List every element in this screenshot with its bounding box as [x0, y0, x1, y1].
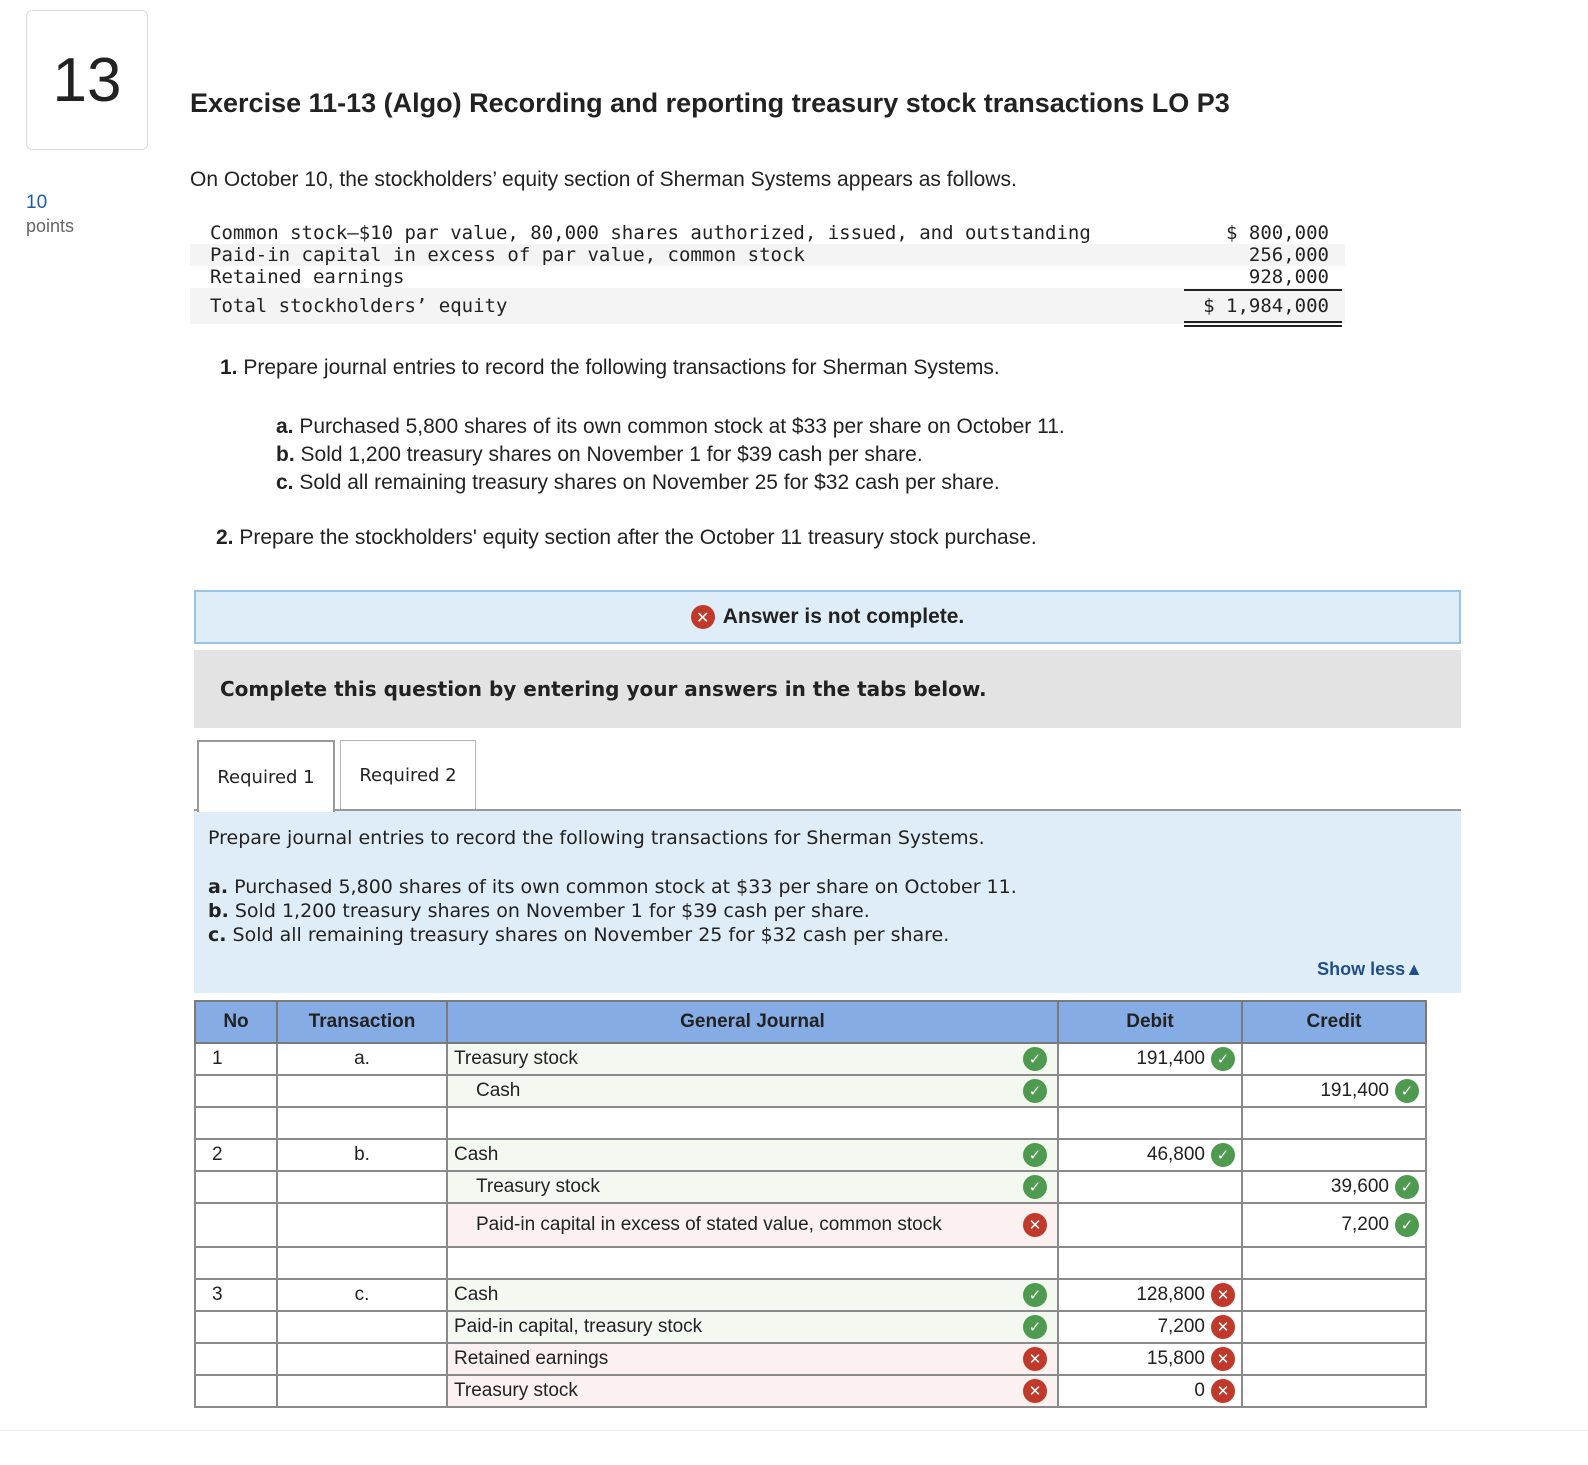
item-letter: c.: [276, 471, 294, 494]
cell-no: 1: [195, 1043, 277, 1075]
cell-credit[interactable]: [1242, 1043, 1426, 1075]
table-row: [195, 1311, 1426, 1343]
subtotal-rule: [1184, 289, 1342, 291]
question-number: 13: [52, 45, 122, 115]
table-row: [195, 1375, 1426, 1407]
cell-debit[interactable]: [1058, 1247, 1242, 1279]
cell-transaction: b.: [277, 1139, 447, 1171]
check-icon: ✓: [1023, 1283, 1047, 1307]
debit-value: 0: [1194, 1380, 1205, 1401]
equity-row-amount: 256,000: [1248, 244, 1329, 266]
cell-debit[interactable]: [1058, 1279, 1242, 1311]
list-item: [276, 413, 1065, 441]
debit-value: 128,800: [1136, 1284, 1205, 1305]
cell-account[interactable]: [447, 1343, 1058, 1375]
cell-account[interactable]: [447, 1107, 1058, 1139]
account-name: Cash: [454, 1284, 499, 1305]
cell-credit[interactable]: [1242, 1247, 1426, 1279]
col-header-debit: Debit: [1058, 1001, 1242, 1043]
points-label: points: [26, 216, 75, 236]
cell-credit[interactable]: [1242, 1139, 1426, 1171]
incorrect-icon: ✕: [1023, 1347, 1047, 1371]
table-row: [195, 1075, 1426, 1107]
equity-statement: [190, 222, 1345, 324]
item-text: Sold all remaining treasury shares on November 25 for $32 cash per share.: [232, 924, 950, 946]
item-text: Sold 1,200 treasury shares on November 1 for $39 cash per share.: [234, 900, 870, 922]
cell-no: [195, 1343, 277, 1375]
cell-debit[interactable]: [1058, 1311, 1242, 1343]
cell-transaction: a.: [277, 1043, 447, 1075]
equity-total-label: Total stockholders’ equity: [210, 295, 508, 317]
panel-instruction: Prepare journal entries to record the following transactions for Sherman Systems.: [208, 827, 985, 849]
table-row: [195, 1247, 1426, 1279]
cell-debit[interactable]: [1058, 1043, 1242, 1075]
account-name: Paid-in capital, treasury stock: [454, 1316, 703, 1337]
col-header-transaction: Transaction: [277, 1001, 447, 1043]
check-icon: ✓: [1023, 1143, 1047, 1167]
item-letter: a.: [208, 876, 229, 898]
requirement-1-heading: [220, 356, 1000, 380]
answer-status-text: Answer is not complete.: [722, 605, 965, 628]
credit-value: 7,200: [1341, 1214, 1389, 1235]
debit-value: 191,400: [1136, 1048, 1205, 1069]
cell-no: [195, 1107, 277, 1139]
transaction-list: [276, 413, 1065, 497]
exercise-title: Exercise 11-13 (Algo) Recording and reporting treasury stock transactions LO P3: [190, 88, 1230, 118]
debit-value: 15,800: [1146, 1348, 1205, 1369]
cell-debit[interactable]: [1058, 1139, 1242, 1171]
cell-transaction: [277, 1171, 447, 1203]
cell-transaction: [277, 1311, 447, 1343]
intro-text: On October 10, the stockholders’ equity section of Sherman Systems appears as follows.: [190, 168, 1017, 191]
cell-credit[interactable]: [1242, 1311, 1426, 1343]
incorrect-icon: ✕: [691, 605, 715, 629]
list-item: [208, 923, 1017, 947]
col-header-no: No: [195, 1001, 277, 1043]
list-item: [208, 899, 1017, 923]
list-item: [276, 441, 1065, 469]
cell-transaction: [277, 1203, 447, 1247]
equity-row-label: Retained earnings: [210, 266, 405, 288]
table-row: [195, 1171, 1426, 1203]
cell-transaction: c.: [277, 1279, 447, 1311]
cell-debit[interactable]: [1058, 1075, 1242, 1107]
table-row: [195, 1043, 1426, 1075]
incorrect-icon: ✕: [1211, 1283, 1235, 1307]
cell-account[interactable]: [447, 1279, 1058, 1311]
item-text: Purchased 5,800 shares of its own common stock at $33 per share on October 11.: [299, 415, 1065, 438]
cell-no: [195, 1375, 277, 1407]
cell-no: [195, 1311, 277, 1343]
list-item: [208, 875, 1017, 899]
cell-no: 2: [195, 1139, 277, 1171]
table-row: [195, 1203, 1426, 1247]
cell-credit[interactable]: [1242, 1203, 1426, 1247]
item-letter: a.: [276, 415, 294, 438]
tab-required-2[interactable]: [340, 740, 476, 810]
table-row: [195, 1107, 1426, 1139]
cell-credit[interactable]: [1242, 1107, 1426, 1139]
equity-total-row: [190, 288, 1345, 324]
panel-transaction-list: [208, 875, 1017, 947]
item-letter: b.: [276, 443, 295, 466]
cell-credit[interactable]: [1242, 1343, 1426, 1375]
table-row: [195, 1343, 1426, 1375]
equity-row-amount: $ 800,000: [1226, 222, 1329, 244]
list-item: [276, 469, 1065, 497]
tab-label: Required 1: [217, 766, 315, 788]
debit-value: 7,200: [1157, 1316, 1205, 1337]
page-bottom-edge: [0, 1430, 1588, 1465]
total-double-rule-top: [1184, 321, 1342, 323]
equity-row: [190, 266, 1345, 288]
account-name: Treasury stock: [454, 1048, 578, 1069]
cell-account[interactable]: [447, 1247, 1058, 1279]
account-name: Treasury stock: [454, 1380, 578, 1401]
cell-no: 3: [195, 1279, 277, 1311]
item-text: Purchased 5,800 shares of its own common stock at $33 per share on October 11.: [234, 876, 1017, 898]
cell-account[interactable]: [447, 1075, 1058, 1107]
account-name: Treasury stock: [476, 1176, 600, 1197]
tab-required-1[interactable]: [197, 740, 335, 812]
account-name: Retained earnings: [454, 1348, 609, 1369]
incorrect-icon: ✕: [1023, 1379, 1047, 1403]
col-header-general-journal: General Journal: [447, 1001, 1058, 1043]
cell-transaction: [277, 1343, 447, 1375]
cell-transaction: [277, 1375, 447, 1407]
complete-prompt-text: Complete this question by entering your answers in the tabs below.: [220, 677, 987, 701]
requirement-2-number: 2.: [216, 526, 234, 549]
cell-account[interactable]: [447, 1139, 1058, 1171]
item-text: Sold 1,200 treasury shares on November 1 for $39 cash per share.: [300, 443, 923, 466]
incorrect-icon: ✕: [1211, 1379, 1235, 1403]
cell-no: [195, 1247, 277, 1279]
answer-status-banner: [194, 590, 1461, 644]
requirement-2-text: Prepare the stockholders' equity section after the October 11 treasury stock purchase.: [239, 526, 1037, 549]
cell-transaction: [277, 1247, 447, 1279]
cell-account[interactable]: [447, 1171, 1058, 1203]
general-journal-table: [194, 1000, 1427, 1408]
cell-credit[interactable]: [1242, 1171, 1426, 1203]
credit-value: 191,400: [1320, 1080, 1389, 1101]
equity-row: [190, 222, 1345, 244]
total-double-rule-bottom: [1184, 325, 1342, 327]
check-icon: ✓: [1395, 1079, 1419, 1103]
cell-credit[interactable]: [1242, 1279, 1426, 1311]
check-icon: ✓: [1211, 1143, 1235, 1167]
check-icon: ✓: [1023, 1047, 1047, 1071]
equity-row-label: Common stock—$10 par value, 80,000 shares authorized, issued, and outstanding: [210, 222, 1091, 244]
table-row: [195, 1279, 1426, 1311]
account-name: Paid-in capital in excess of stated value, common stock: [476, 1214, 942, 1235]
col-header-credit: Credit: [1242, 1001, 1426, 1043]
complete-prompt-box: [194, 650, 1461, 728]
cell-credit[interactable]: [1242, 1375, 1426, 1407]
item-text: Sold all remaining treasury shares on November 25 for $32 cash per share.: [299, 471, 1000, 494]
check-icon: ✓: [1211, 1047, 1235, 1071]
check-icon: ✓: [1395, 1175, 1419, 1199]
item-letter: b.: [208, 900, 229, 922]
question-number-box: [26, 10, 148, 150]
points-value: 10: [26, 192, 48, 213]
credit-value: 39,600: [1330, 1176, 1389, 1197]
item-letter: c.: [208, 924, 227, 946]
cell-debit[interactable]: [1058, 1171, 1242, 1203]
equity-row-label: Paid-in capital in excess of par value, common stock: [210, 244, 805, 266]
check-icon: ✓: [1023, 1175, 1047, 1199]
incorrect-icon: ✕: [1211, 1347, 1235, 1371]
account-name: Cash: [476, 1080, 521, 1101]
incorrect-icon: ✕: [1211, 1315, 1235, 1339]
equity-total-amount: $ 1,984,000: [1203, 295, 1329, 317]
cell-credit[interactable]: [1242, 1075, 1426, 1107]
cell-debit[interactable]: [1058, 1203, 1242, 1247]
requirement-2-heading: [216, 526, 1037, 550]
equity-row: [190, 244, 1345, 266]
cell-debit[interactable]: [1058, 1343, 1242, 1375]
cell-account[interactable]: [447, 1375, 1058, 1407]
cell-transaction: [277, 1107, 447, 1139]
requirement-1-text: Prepare journal entries to record the following transactions for Sherman Systems.: [243, 356, 1000, 379]
incorrect-icon: ✕: [1023, 1213, 1047, 1237]
cell-debit[interactable]: [1058, 1375, 1242, 1407]
instructions-panel: [194, 811, 1461, 993]
cell-account[interactable]: [447, 1311, 1058, 1343]
requirement-1-number: 1.: [220, 356, 238, 379]
cell-no: [195, 1171, 277, 1203]
debit-value: 46,800: [1146, 1144, 1205, 1165]
check-icon: ✓: [1023, 1079, 1047, 1103]
show-less-link[interactable]: Show less▲: [1317, 959, 1423, 979]
cell-transaction: [277, 1075, 447, 1107]
cell-no: [195, 1203, 277, 1247]
cell-debit[interactable]: [1058, 1107, 1242, 1139]
equity-row-amount: 928,000: [1248, 266, 1329, 288]
cell-no: [195, 1075, 277, 1107]
account-name: Cash: [454, 1144, 499, 1165]
tab-label: Required 2: [359, 765, 457, 786]
check-icon: ✓: [1395, 1213, 1419, 1237]
cell-account[interactable]: [447, 1043, 1058, 1075]
check-icon: ✓: [1023, 1315, 1047, 1339]
table-row: [195, 1139, 1426, 1171]
cell-account[interactable]: [447, 1203, 1058, 1247]
